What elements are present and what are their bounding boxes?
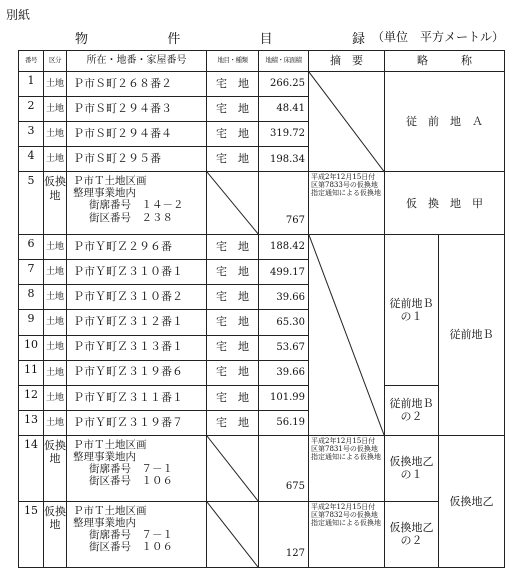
row-use: 宅 地 — [207, 260, 259, 285]
row-note: 平成2年12月15日付区第7833号の仮換地指定通知による仮換地 — [309, 172, 385, 235]
row-no: 10 — [19, 335, 44, 360]
short-name-b: 従前地Ｂ — [439, 235, 505, 436]
row-use: 宅 地 — [207, 310, 259, 335]
row-location: Ｐ市Ｙ町Ｚ３１０番１ — [67, 260, 207, 285]
table-row — [19, 172, 505, 235]
page-label: 別紙 — [6, 8, 31, 22]
row-area: 127 — [259, 501, 309, 567]
row-kubun: 土地 — [44, 71, 67, 96]
row-location: Ｐ市Ｓ町２９５番 — [67, 147, 207, 172]
row-no: 2 — [19, 97, 44, 122]
row-kubun: 土地 — [44, 410, 67, 435]
row-kubun: 土地 — [44, 310, 67, 335]
row-kubun: 仮換地 — [44, 501, 67, 567]
row-kubun: 仮換地 — [44, 172, 67, 235]
location-line: 街廓番号 １４－２ — [89, 199, 184, 212]
row-location — [67, 501, 207, 567]
property-table — [18, 50, 505, 568]
location-line: 街区番号 １０６ — [89, 475, 173, 488]
row-use: 宅 地 — [207, 285, 259, 310]
row-kubun: 土地 — [44, 360, 67, 385]
header-note: 摘 要 — [309, 51, 385, 72]
row-area: 188.42 — [259, 235, 309, 260]
title-char: 目 — [259, 32, 273, 47]
row-kubun: 土地 — [44, 147, 67, 172]
table-row — [19, 501, 505, 567]
row-no: 5 — [19, 172, 44, 235]
location-line: Ｐ市Ｔ土地区画 — [73, 175, 147, 188]
header-location: 所在・地番・家屋番号 — [67, 51, 207, 72]
table-row — [19, 385, 505, 410]
row-use: 宅 地 — [207, 71, 259, 96]
diagonal-line — [207, 172, 258, 234]
use-empty-diagonal — [207, 436, 259, 502]
row-no: 14 — [19, 436, 44, 502]
row-kubun: 仮換地 — [44, 436, 67, 502]
row-no: 11 — [19, 360, 44, 385]
short-name-otsu1: 仮換地乙の１ — [385, 436, 439, 502]
row-location: Ｐ市Ｓ町２９４番４ — [67, 122, 207, 147]
row-area: 266.25 — [259, 71, 309, 96]
title-char: 録 — [351, 32, 365, 47]
row-use: 宅 地 — [207, 97, 259, 122]
location-line: 街区番号 ２３８ — [89, 211, 173, 224]
row-no: 6 — [19, 235, 44, 260]
table-row — [19, 71, 505, 96]
diagonal-line — [207, 436, 258, 501]
row-no: 13 — [19, 410, 44, 435]
row-use: 宅 地 — [207, 335, 259, 360]
header-area: 地積・床面積 — [259, 51, 309, 72]
table-row — [19, 436, 505, 502]
row-use: 宅 地 — [207, 410, 259, 435]
short-name-otsu: 仮換地乙 — [439, 436, 505, 568]
row-area: 767 — [259, 172, 309, 235]
row-kubun: 土地 — [44, 260, 67, 285]
row-kubun: 土地 — [44, 285, 67, 310]
row-kubun: 土地 — [44, 97, 67, 122]
row-location: Ｐ市Ｙ町Ｚ３１２番１ — [67, 310, 207, 335]
unit-label: （単位 平方メートル） — [372, 30, 505, 44]
row-location: Ｐ市Ｙ町Ｚ３１３番１ — [67, 335, 207, 360]
row-use: 宅 地 — [207, 385, 259, 410]
location-line: 街区番号 １０６ — [89, 541, 173, 554]
row-location: Ｐ市Ｓ町２６８番２ — [67, 71, 207, 96]
row-area: 675 — [259, 436, 309, 502]
row-use: 宅 地 — [207, 360, 259, 385]
title-char: 物 — [75, 32, 89, 47]
row-area: 56.19 — [259, 410, 309, 435]
short-name-b1: 従前地Ｂの１ — [385, 235, 439, 386]
row-location: Ｐ市Ｙ町Ｚ３１９番７ — [67, 410, 207, 435]
location-line: Ｐ市Ｔ土地区画 — [73, 439, 147, 452]
use-empty-diagonal — [207, 501, 259, 567]
row-no: 9 — [19, 310, 44, 335]
row-location: Ｐ市Ｙ町Ｚ３１０番２ — [67, 285, 207, 310]
row-use: 宅 地 — [207, 235, 259, 260]
row-location — [67, 172, 207, 235]
row-no: 4 — [19, 147, 44, 172]
location-line: 街廓番号 ７－１ — [89, 529, 173, 542]
row-no: 7 — [19, 260, 44, 285]
row-note: 平成2年12月15日付区第7832号の仮換地指定通知による仮換地 — [309, 501, 385, 567]
location-line: 整理事業地内 — [73, 517, 136, 529]
row-no: 8 — [19, 285, 44, 310]
row-area: 319.72 — [259, 122, 309, 147]
row-kubun: 土地 — [44, 235, 67, 260]
row-area: 499.17 — [259, 260, 309, 285]
location-line: 整理事業地内 — [73, 187, 136, 200]
row-no: 3 — [19, 122, 44, 147]
row-location: Ｐ市Ｙ町Ｚ３１１番１ — [67, 385, 207, 410]
row-location: Ｐ市Ｓ町２９４番３ — [67, 97, 207, 122]
location-line: 街廓番号 ７－１ — [89, 463, 173, 476]
row-area: 39.66 — [259, 360, 309, 385]
row-no: 1 — [19, 71, 44, 96]
row-location — [67, 436, 207, 502]
row-use: 宅 地 — [207, 122, 259, 147]
short-name-otsu2: 仮換地乙の２ — [385, 501, 439, 567]
diagonal-line — [309, 235, 384, 435]
row-area: 101.99 — [259, 385, 309, 410]
note-empty-diagonal — [309, 71, 385, 171]
row-no: 15 — [19, 501, 44, 567]
row-kubun: 土地 — [44, 335, 67, 360]
row-note: 平成2年12月15日付区第7831号の仮換地指定通知による仮換地 — [309, 436, 385, 502]
row-area: 39.66 — [259, 285, 309, 310]
row-area: 53.67 — [259, 335, 309, 360]
row-use: 宅 地 — [207, 147, 259, 172]
row-area: 48.41 — [259, 97, 309, 122]
short-name-kou: 仮 換 地 甲 — [385, 172, 505, 235]
row-kubun: 土地 — [44, 385, 67, 410]
header-no: 番号 — [19, 51, 44, 72]
row-location: Ｐ市Ｙ町Ｚ２９６番 — [67, 235, 207, 260]
header-use: 地目・種類 — [207, 51, 259, 72]
diagonal-line — [309, 72, 384, 171]
note-empty-diagonal — [309, 235, 385, 436]
header-row — [19, 51, 505, 72]
location-line: 整理事業地内 — [73, 451, 136, 464]
row-location: Ｐ市Ｙ町Ｚ３１９番６ — [67, 360, 207, 385]
short-name-b2: 従前地Ｂの２ — [385, 385, 439, 435]
use-empty-diagonal — [207, 172, 259, 235]
table-row — [19, 235, 505, 260]
row-area: 65.30 — [259, 310, 309, 335]
row-no: 12 — [19, 385, 44, 410]
header-kubun: 区分 — [44, 51, 67, 72]
location-line: Ｐ市Ｔ土地区画 — [73, 504, 147, 517]
title-char: 件 — [167, 32, 181, 47]
row-area: 198.34 — [259, 147, 309, 172]
document-title — [75, 28, 365, 47]
diagonal-line — [207, 502, 258, 567]
row-kubun: 土地 — [44, 122, 67, 147]
header-short: 略 称 — [385, 51, 505, 72]
short-name-a: 従 前 地 Ａ — [385, 71, 505, 171]
